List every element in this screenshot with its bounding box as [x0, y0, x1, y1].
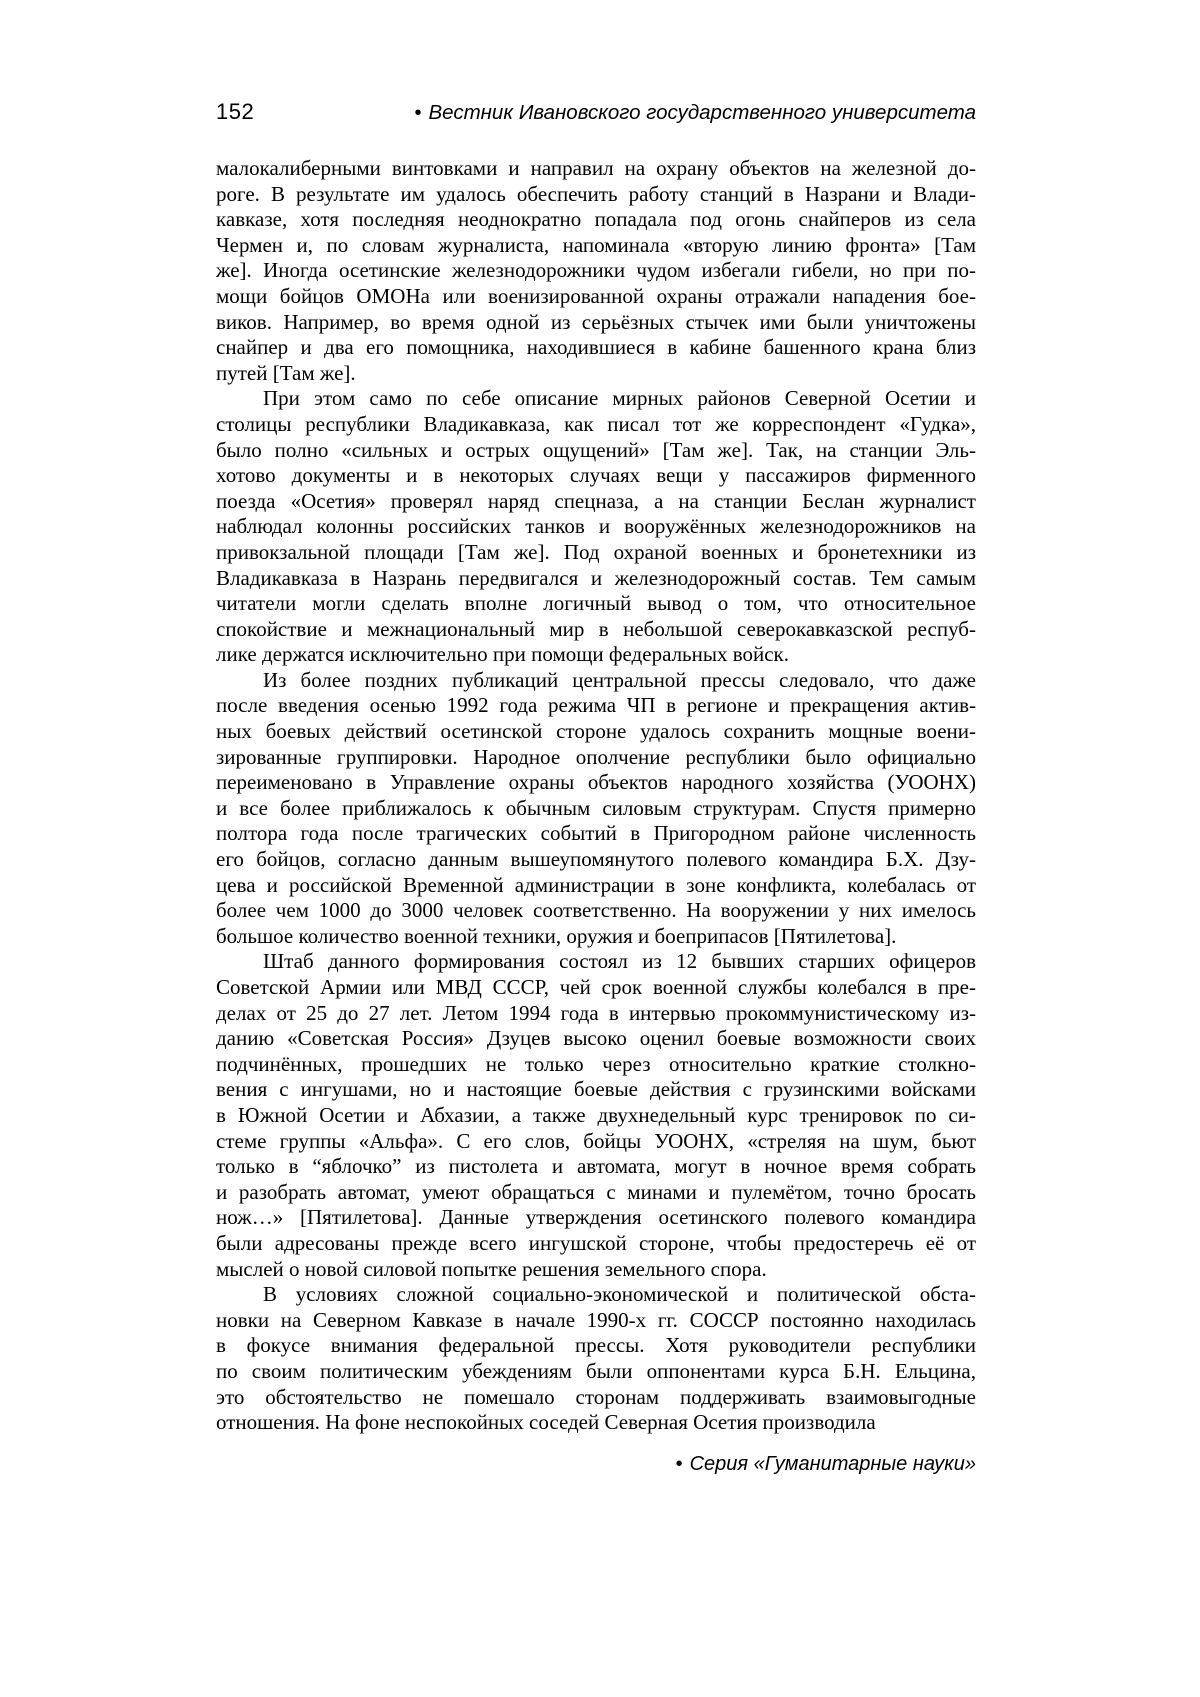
text-line: подчинённых, прошедших не только через относительно краткие столкно-: [216, 1051, 976, 1076]
paragraph: [216, 668, 976, 950]
text-line: ных боевых действий осетинской стороне удалось сохранить мощные воени-: [216, 719, 976, 744]
text-line: большое количество военной техники, оружия и боеприпасов [Пятилетова].: [216, 923, 897, 948]
text-line: мощи бойцов ОМОНа или военизированной охраны отражали нападения бое-: [216, 283, 976, 308]
text-line: данию «Советская Россия» Дзуцев высоко оценил боевые возможности своих: [216, 1026, 976, 1051]
text-line: Владикавказа в Назрань передвигался и железнодорожный состав. Тем самым: [216, 565, 976, 590]
text-line: В условиях сложной социально-экономической и политической обста-: [263, 1282, 976, 1307]
text-line: вения с ингушами, но и настоящие боевые действия с грузинскими войсками: [216, 1077, 976, 1102]
paragraph: [216, 1282, 976, 1436]
text-line: его бойцов, согласно данным вышеупомянутого полевого командира Б.Х. Дзу-: [216, 847, 976, 872]
text-line: лике держатся исключительно при помощи федеральных войск.: [216, 642, 790, 667]
text-line: читатели могли сделать вполне логичный вывод о том, что относительное: [216, 591, 976, 616]
text-line: делах от 25 до 27 лет. Летом 1994 года в интервью прокоммунистическому из-: [216, 1000, 976, 1025]
text-line: по своим политическим убеждениям были оппонентами курса Б.Н. Ельцина,: [216, 1358, 976, 1383]
paragraph: [216, 156, 976, 386]
text-line: привокзальной площади [Там же]. Под охраной военных и бронетехники из: [216, 539, 976, 564]
text-line: зированные группировки. Народное ополчение республики было официально: [216, 744, 976, 769]
text-line: только в “яблочко” из пистолета и автомата, могут в ночное время собрать: [216, 1154, 976, 1179]
text-line: переименовано в Управление охраны объектов народного хозяйства (УООНХ): [216, 770, 976, 795]
page-number: 152: [216, 99, 255, 124]
text-line: нож…» [Пятилетова]. Данные утверждения осетинского полевого командира: [216, 1205, 976, 1230]
text-line: роге. В результате им удалось обеспечить работу станций в Назрани и Влади-: [216, 181, 976, 206]
text-line: после введения осенью 1992 года режима ЧП в регионе и прекращения актив-: [216, 693, 976, 718]
text-line: Штаб данного формирования состоял из 12 бывших старших офицеров: [263, 949, 976, 974]
text-line: путей [Там же].: [216, 360, 356, 385]
text-line: более чем 1000 до 3000 человек соответственно. На вооружении у них имелось: [216, 898, 976, 923]
page-header: [216, 99, 976, 125]
text-line: и все более приближалось к обычным силовым структурам. Спустя примерно: [216, 795, 976, 820]
text-line: наблюдал колонны российских танков и вооружённых железнодорожников на: [216, 514, 976, 539]
text-line: малокалиберными винтовками и направил на охрану объектов на железной до-: [216, 156, 976, 180]
text-line: это обстоятельство не помешало сторонам поддерживать взаимовыгодные: [216, 1384, 976, 1409]
text-line: были адресованы прежде всего ингушской стороне, чтобы предостеречь её от: [216, 1230, 976, 1255]
paragraph: [216, 949, 976, 1282]
text-line: Из более поздних публикаций центральной прессы следовало, что даже: [263, 667, 976, 692]
text-line: поезда «Осетия» проверял наряд спецназа, а на станции Беслан журналист: [216, 488, 976, 513]
text-line: Чермен и, по словам журналиста, напоминала «вторую линию фронта» [Там: [216, 232, 976, 257]
text-line: Советской Армии или МВД СССР, чей срок военной службы колебался в пре-: [216, 975, 976, 999]
text-line: новки на Северном Кавказе в начале 1990-х гг. СОССР постоянно находилась: [216, 1307, 976, 1332]
text-line: снайпер и два его помощника, находившиеся в кабине башенного крана близ: [216, 335, 976, 360]
page-footer: [216, 1453, 976, 1476]
text-line: в фокусе внимания федеральной прессы. Хотя руководители республики: [216, 1333, 976, 1358]
text-line: столицы республики Владикавказа, как писал тот же корреспондент «Гудка»,: [216, 411, 976, 436]
text-line: кавказе, хотя последняя неоднократно попадала под огонь снайперов из села: [216, 207, 976, 232]
article-text: [216, 156, 976, 1436]
text-line: цева и российской Временной администрации в зоне конфликта, колебалась от: [216, 872, 976, 897]
text-line: было полно «сильных и острых ощущений» [Там же]. Так, на станции Эль-: [216, 437, 976, 462]
text-line: полтора года после трагических событий в Пригородном районе численность: [216, 821, 976, 846]
text-line: мыслей о новой силовой попытке решения земельного спора.: [216, 1256, 767, 1281]
paragraph: [216, 386, 976, 668]
text-line: стеме группы «Альфа». С его слов, бойцы УООНХ, «стреляя на шум, бьют: [216, 1128, 976, 1153]
bullet-icon: •: [414, 102, 422, 124]
text-line: спокойствие и межнациональный мир в небольшой северокавказской респуб-: [216, 616, 976, 641]
bullet-icon: •: [675, 1453, 683, 1475]
text-line: При этом само по себе описание мирных районов Северной Осетии и: [263, 386, 976, 411]
text-line: же]. Иногда осетинские железнодорожники чудом избегали гибели, но при по-: [216, 258, 976, 283]
text-line: хотово документы и в некоторых случаях вещи у пассажиров фирменного: [216, 463, 976, 488]
series-title: Серия «Гуманитарные науки»: [689, 1453, 976, 1475]
text-line: в Южной Осетии и Абхазии, а также двухнедельный курс тренировок по си-: [216, 1102, 976, 1127]
journal-title: Вестник Ивановского государственного университета: [428, 101, 976, 124]
text-line: виков. Например, во время одной из серьёзных стычек ими были уничтожены: [216, 309, 976, 334]
running-title: [414, 101, 976, 125]
text-line: и разобрать автомат, умеют обращаться с минами и пулемётом, точно бросать: [216, 1179, 976, 1204]
text-line: отношения. На фоне неспокойных соседей Северная Осетия производила: [216, 1410, 876, 1435]
